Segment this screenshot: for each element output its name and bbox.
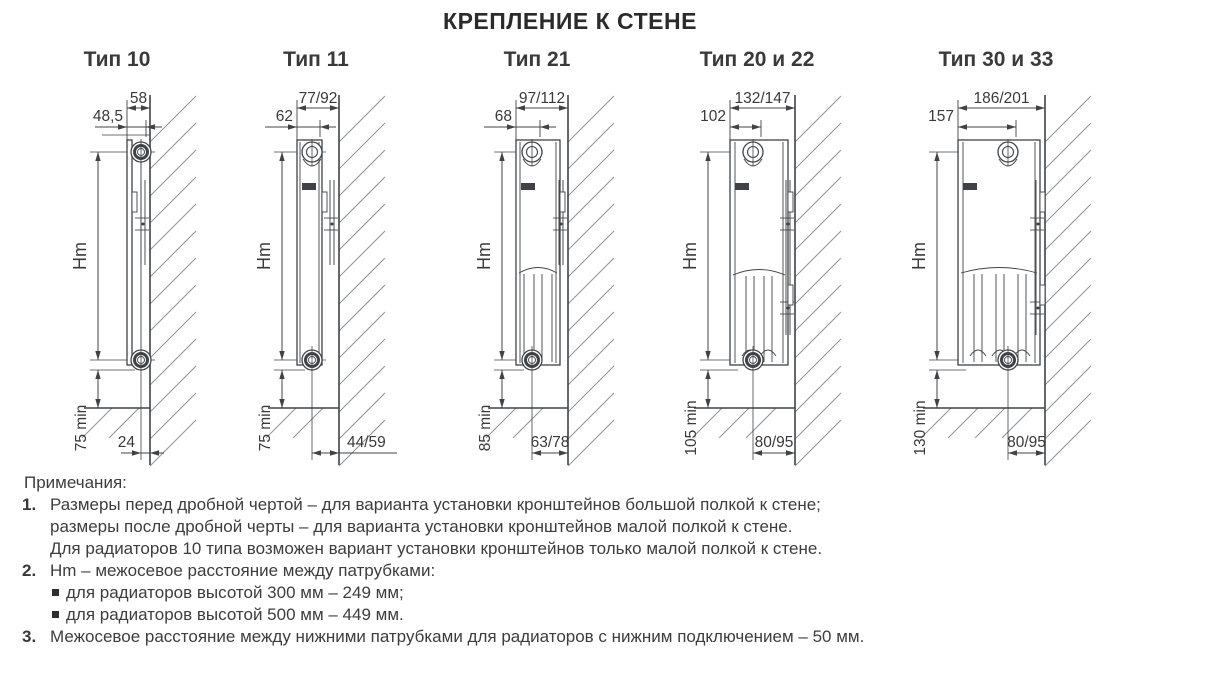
dim-depth-front-label: 102 — [700, 108, 726, 125]
note-item — [22, 494, 1207, 560]
wall-hatch — [266, 96, 385, 466]
radiator-body — [958, 140, 1040, 365]
dim-depth-front-label: 48,5 — [92, 108, 123, 125]
dim-depth-front-label: 68 — [494, 108, 512, 125]
dim-floor-clearance-label: 130 min — [912, 400, 929, 456]
dim-pipe-to-wall-label: 80/95 — [1007, 434, 1046, 451]
diagram-tip-20-22 — [660, 80, 873, 480]
diagram-tip-21 — [450, 80, 646, 480]
dim-pipe-to-wall-label: 24 — [117, 434, 135, 451]
diagram-title-tip-20-22: Тип 20 и 22 — [699, 48, 815, 71]
dim-depth-total-label: 97/112 — [518, 90, 566, 107]
mounting-bracket — [322, 180, 338, 265]
dim-floor-clearance — [683, 370, 738, 456]
dim-hm-label: Hm — [680, 242, 700, 270]
notes-heading: Примечания: — [24, 473, 127, 492]
mounting-bracket — [132, 180, 149, 265]
radiator-body — [730, 140, 788, 365]
bullet-square-icon — [52, 611, 59, 618]
dim-hm-label: Hm — [70, 242, 90, 270]
dim-floor-clearance-label: 85 min — [477, 404, 494, 452]
note-bullet — [50, 604, 1207, 626]
dim-depth-total-label: 58 — [129, 90, 148, 107]
dim-floor-clearance-label: 75 min — [73, 404, 90, 452]
dim-floor-clearance — [477, 370, 524, 451]
dim-pipe-to-wall — [531, 434, 570, 456]
note-line: размеры после дробной черты – для варианта установки кронштейнов малой полкой к стене. — [50, 517, 793, 536]
dim-depth-total — [958, 90, 1045, 140]
note-number: 2. — [22, 561, 37, 580]
note-bullet-text: для радиаторов высотой 300 мм – 249 мм; — [66, 583, 404, 602]
dim-pipe-to-wall — [1007, 434, 1046, 456]
note-number: 3. — [22, 627, 37, 646]
pipe-bottom — [302, 346, 322, 460]
dim-depth-front — [484, 108, 556, 137]
dim-pipe-to-wall — [753, 434, 795, 456]
note-line: Hm – межосевое расстояние между патрубками: — [50, 561, 436, 580]
note-bullet-text: для радиаторов высотой 500 мм – 449 мм. — [66, 605, 404, 624]
dim-hm — [70, 152, 155, 360]
dim-pipe-to-wall — [312, 434, 397, 456]
diagram-tip-11 — [230, 80, 417, 480]
page-title: КРЕПЛЕНИЕ К СТЕНЕ — [443, 8, 697, 34]
dim-depth-total-label: 186/201 — [973, 90, 1030, 107]
radiator-body — [516, 140, 560, 365]
dim-depth-total — [730, 90, 795, 140]
note-line: Для радиаторов 10 типа возможен вариант установки кронштейнов только малой полкой к стене. — [50, 539, 823, 558]
dim-pipe-to-wall-label: 63/78 — [530, 434, 570, 451]
diagram-tip-30-33 — [880, 80, 1123, 480]
dim-floor-clearance-label: 75 min — [257, 404, 274, 452]
note-number: 1. — [22, 495, 37, 514]
note-line: Межосевое расстояние между нижними патрубками для радиаторов с нижним подключением – 50 мм. — [50, 627, 865, 646]
note-item — [22, 626, 1207, 648]
dim-depth-front-label: 157 — [928, 108, 954, 125]
diagram-title-tip-10: Тип 10 — [83, 48, 151, 71]
dim-depth-front — [928, 108, 1016, 137]
note-item — [22, 560, 1207, 626]
dim-hm-label: Hm — [254, 242, 274, 270]
dim-hm-label: Hm — [909, 242, 929, 270]
dim-depth-front-label: 62 — [275, 108, 293, 125]
diagram-tip-10 — [30, 80, 228, 480]
dim-depth-front — [700, 108, 761, 137]
dim-pipe-to-wall-label: 80/95 — [754, 434, 794, 451]
radiator-body — [297, 140, 322, 365]
dim-depth-total — [127, 90, 150, 140]
radiator-body — [102, 135, 150, 365]
note-bullet — [50, 582, 1207, 604]
diagram-title-tip-30-33: Тип 30 и 33 — [938, 48, 1054, 71]
dim-depth-front — [265, 108, 336, 137]
bullet-square-icon — [52, 589, 59, 596]
dim-floor-clearance — [912, 370, 966, 456]
dim-depth-total-label: 132/147 — [734, 90, 791, 107]
pipe-top — [131, 139, 151, 166]
diagram-title-tip-11: Тип 11 — [283, 48, 349, 71]
notes-section — [22, 472, 1207, 648]
dim-hm-label: Hm — [474, 242, 494, 270]
note-line: Размеры перед дробной чертой – для варианта установки кронштейнов большой полкой к стене; — [50, 495, 821, 514]
dim-floor-clearance — [257, 370, 305, 451]
dim-depth-total-label: 77/92 — [298, 90, 338, 107]
dim-depth-total — [297, 90, 339, 140]
dim-pipe-to-wall-label: 44/59 — [347, 434, 386, 451]
dim-floor-clearance-label: 105 min — [683, 400, 700, 456]
diagram-title-tip-21: Тип 21 — [503, 48, 571, 71]
dim-depth-total — [516, 90, 568, 140]
